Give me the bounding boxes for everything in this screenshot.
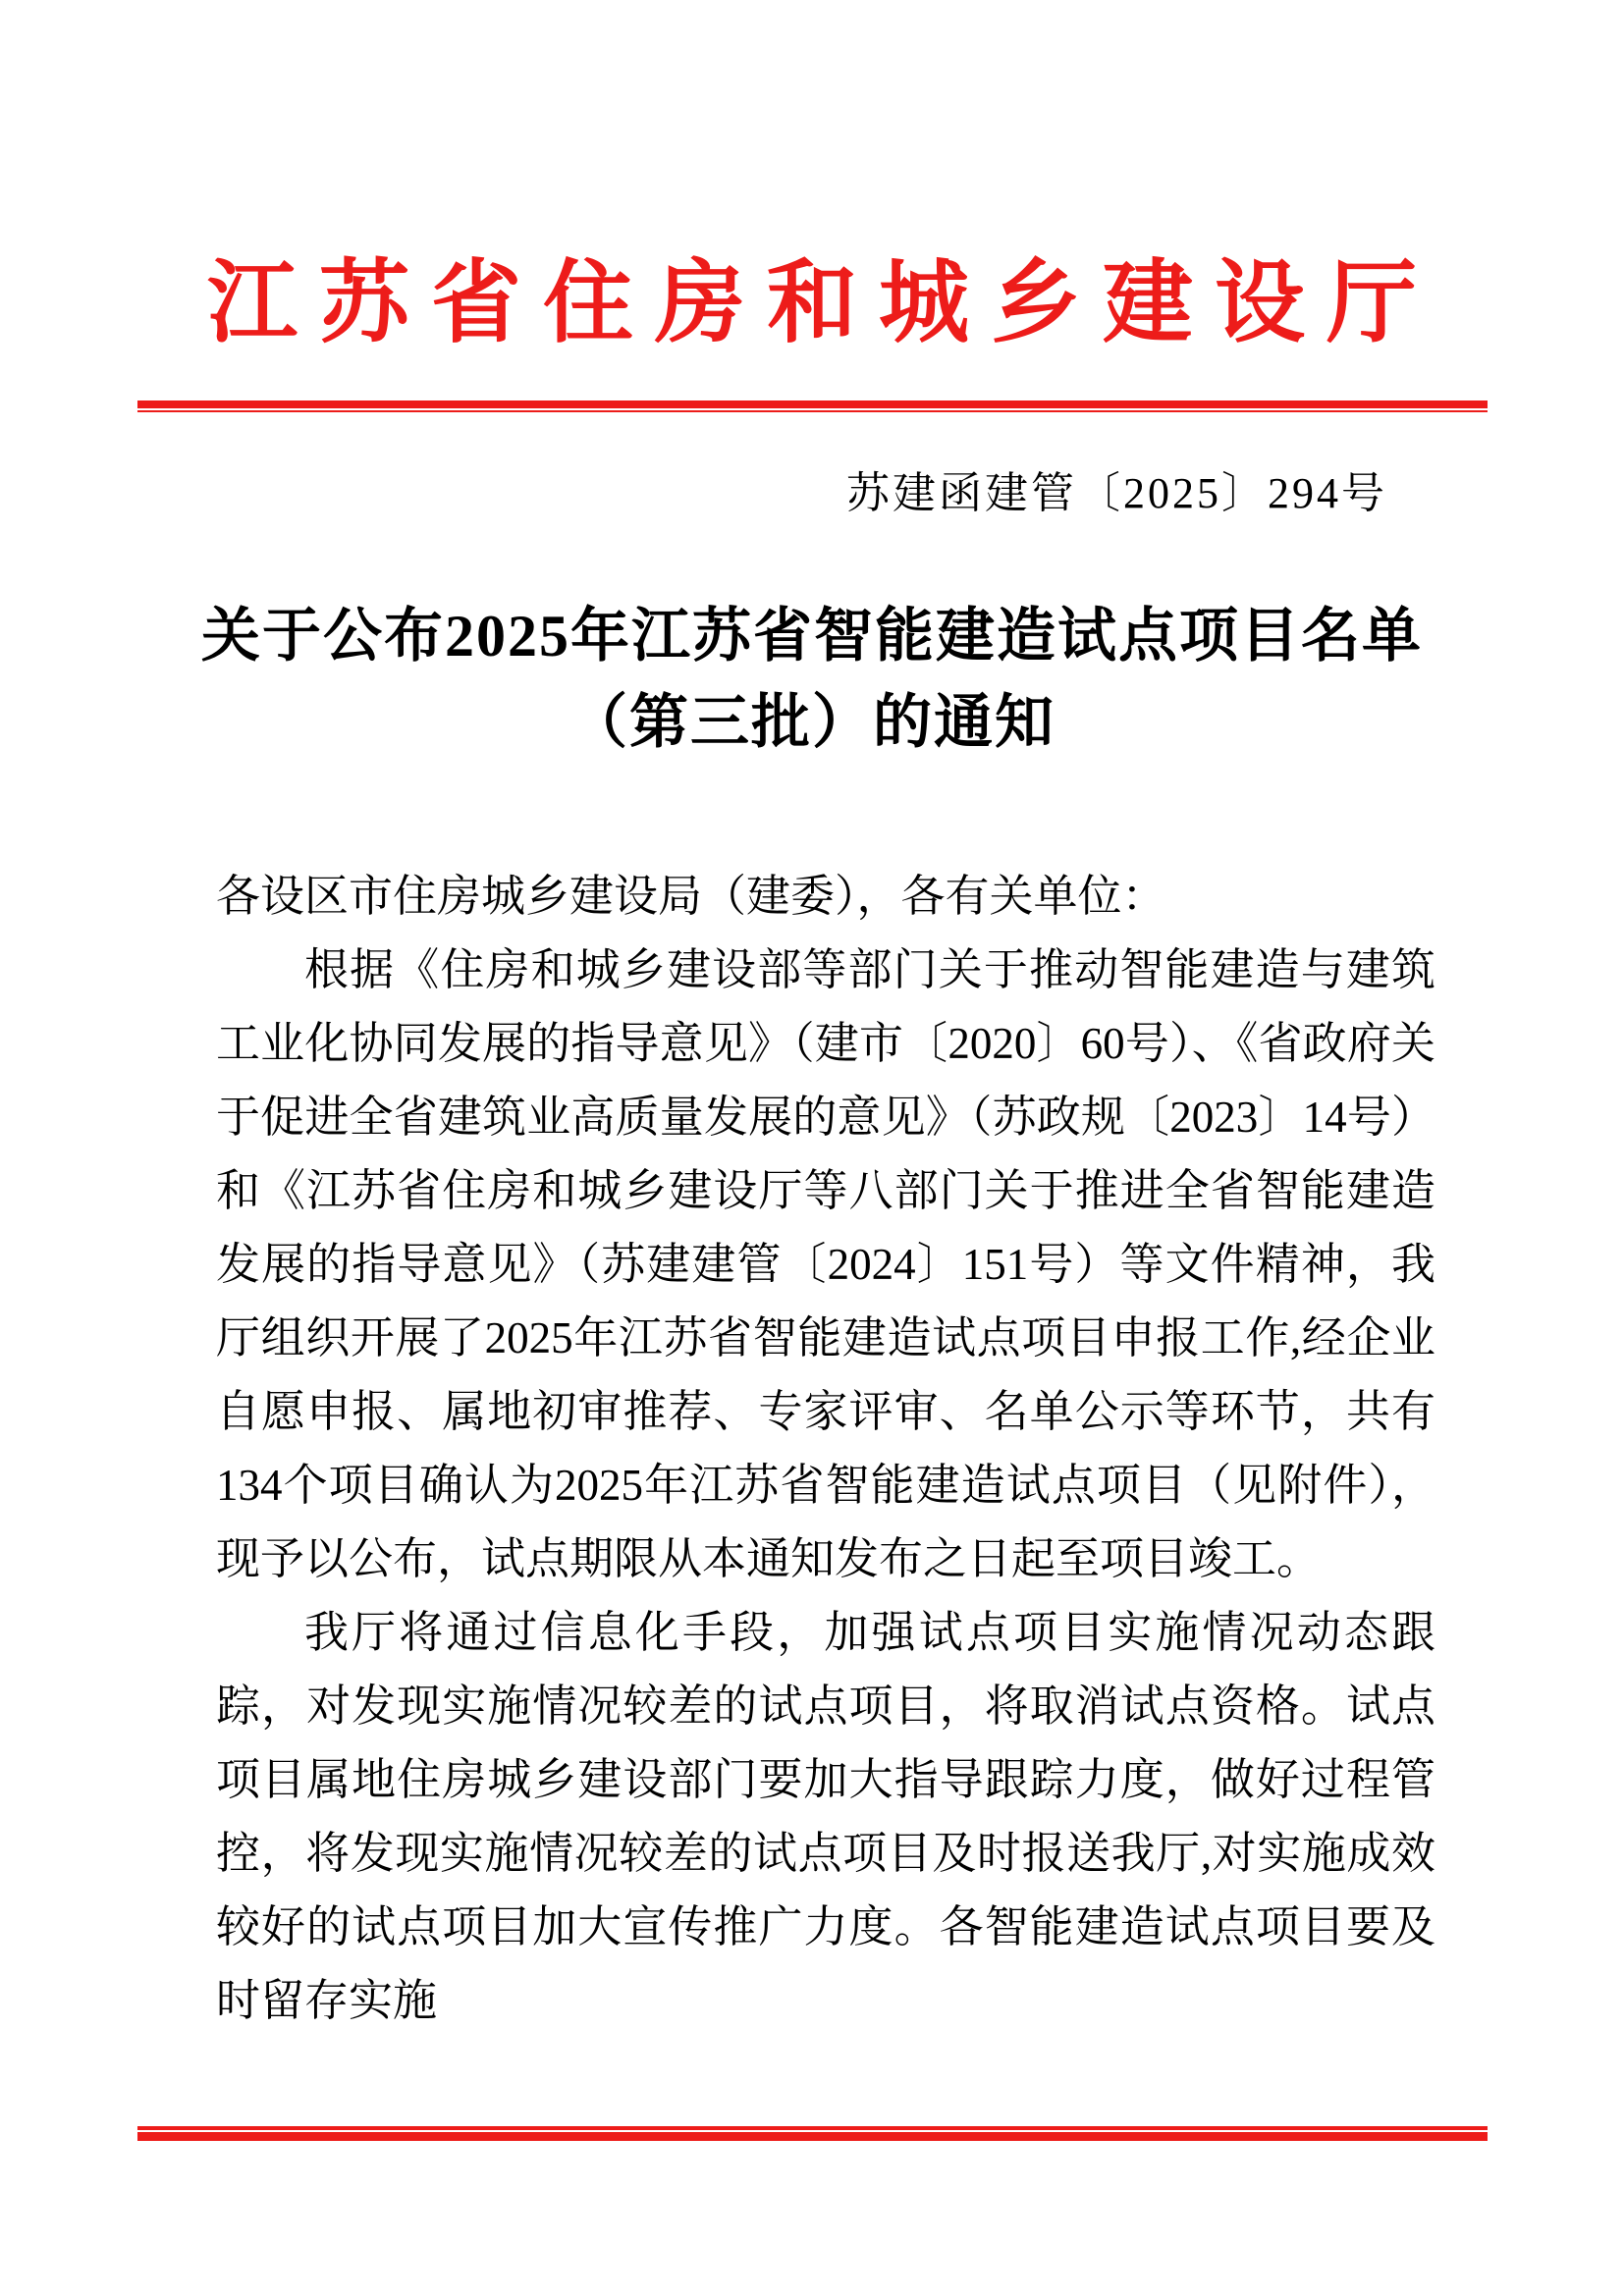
- notice-title-line2: （第三批）的通知: [568, 690, 1056, 755]
- red-separator-bottom: [137, 2126, 1488, 2141]
- separator-thick-bar: [137, 400, 1488, 408]
- notice-title-line1: 关于公布2025年江苏省智能建造试点项目名单: [201, 604, 1423, 668]
- salutation: 各设区市住房城乡建设局（建委），各有关单位：: [216, 872, 1166, 921]
- separator-thick-bar: [137, 2132, 1488, 2141]
- red-separator-top: [137, 400, 1488, 412]
- notice-title: [0, 593, 1624, 766]
- notice-body: [216, 860, 1435, 2038]
- agency-letterhead: 江苏省住房和城乡建设厅: [206, 253, 1438, 353]
- body-paragraph-1: 根据《住房和城乡建设部等部门关于推动智能建造与建筑工业化协同发展的指导意见》（建市〔2020〕60号）、《省政府关于促进全省建筑业高质量发展的意见》（苏政规〔2023〕14号）和《江苏省住房和城乡建设厅等八部门关于推进全省智能建造发展的指导意见》（苏建建管〔2024〕151号）等文件精神，我厅组织开展了2025年江苏省智能建造试点项目申报工作,经企业自愿申报、属地初审推荐、专家评审、名单公示等环节，共有134个项目确认为2025年江苏省智能建造试点项目（见附件），现予以公布，试点期限从本通知发布之日起至项目竣工。: [216, 945, 1435, 1583]
- separator-thin-bar: [137, 410, 1488, 412]
- document-number: 苏建函建管〔2025〕294号: [846, 469, 1387, 517]
- body-paragraph-2: 我厅将通过信息化手段，加强试点项目实施情况动态跟踪，对发现实施情况较差的试点项目，将取消试点资格。试点项目属地住房城乡建设部门要加大指导跟踪力度，做好过程管控，将发现实施情况较差的试点项目及时报送我厅,对实施成效较好的试点项目加大宣传推广力度。各智能建造试点项目要及时留存实施: [216, 1608, 1435, 2025]
